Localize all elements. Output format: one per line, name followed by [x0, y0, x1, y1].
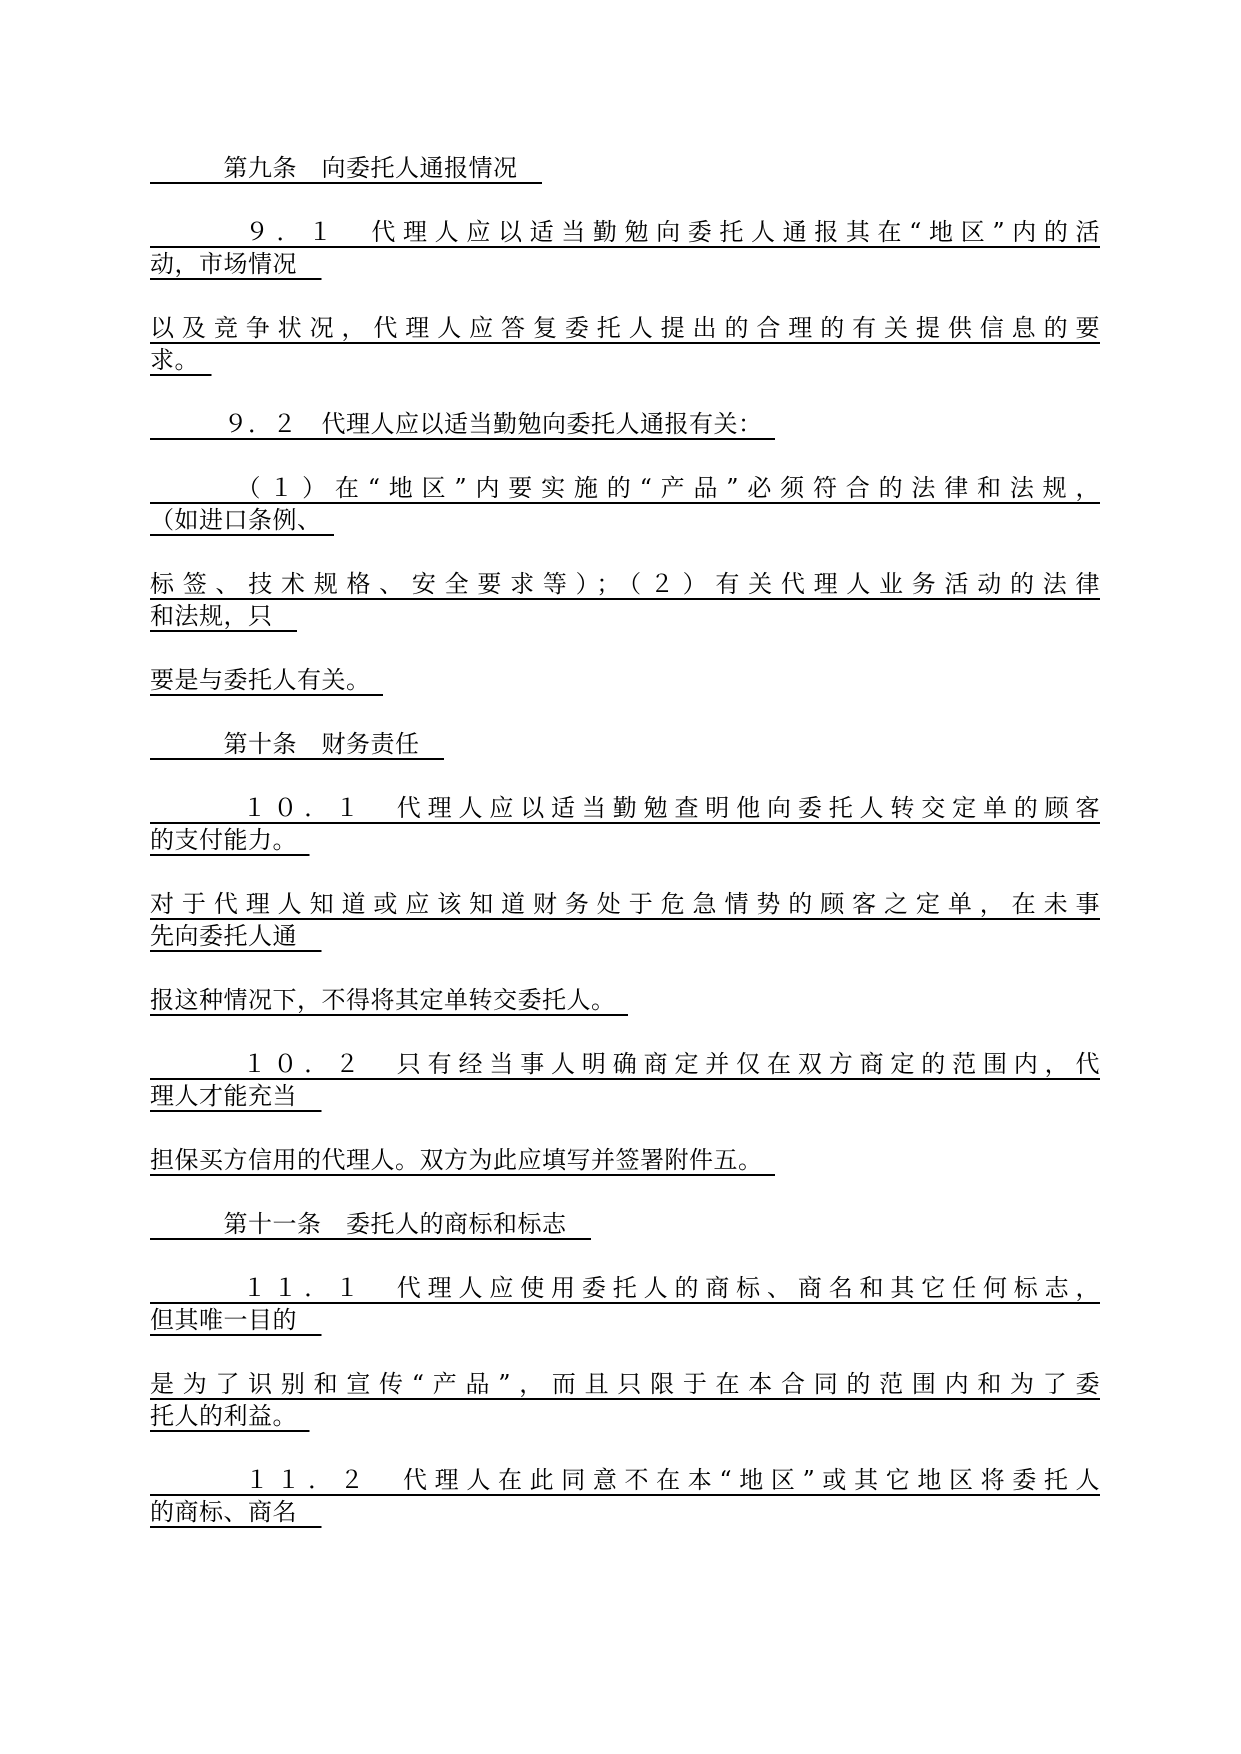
clause-11-1-line-2: 但其唯一目的	[150, 1306, 322, 1334]
clause-9-1-line-2: 动，市场情况	[150, 250, 322, 278]
clause-9-2-line-5: 和法规，只	[150, 602, 297, 630]
clause-9-2-line-6: 要是与委托人有关。	[150, 666, 383, 694]
article-11-heading: 第十一条 委托人的商标和标志	[150, 1210, 591, 1238]
clause-10-2-line-3: 担保买方信用的代理人。双方为此应填写并签署附件五。	[150, 1146, 775, 1174]
clause-9-2-line-4: 标签、技术规格、安全要求等）；（２）有关代理人业务活动的法律	[150, 570, 1100, 598]
article-9-heading: 第九条 向委托人通报情况	[150, 154, 542, 182]
clause-11-2-line-1: １１．２ 代理人在此同意不在本“地区”或其它地区将委托人	[150, 1466, 1100, 1494]
clause-10-1-line-3: 对于代理人知道或应该知道财务处于危急情势的顾客之定单，在未事	[150, 890, 1100, 918]
article-10-heading: 第十条 财务责任	[150, 730, 444, 758]
clause-9-1-line-4: 求。	[150, 346, 212, 374]
clause-10-2-line-2: 理人才能充当	[150, 1082, 322, 1110]
clause-9-2-line-2: （１）在“地区”内要实施的“产品”必须符合的法律和法规，	[150, 474, 1100, 502]
clause-9-1-line-3: 以及竞争状况，代理人应答复委托人提出的合理的有关提供信息的要	[150, 314, 1100, 342]
clause-10-1-line-2: 的支付能力。	[150, 826, 310, 854]
clause-9-2-line-3: （如进口条例、	[150, 506, 334, 534]
clause-10-1-line-1: １０．１ 代理人应以适当勤勉查明他向委托人转交定单的顾客	[150, 794, 1100, 822]
clause-10-1-line-4: 先向委托人通	[150, 922, 322, 950]
clause-9-1-line-1: ９．１ 代理人应以适当勤勉向委托人通报其在“地区”内的活	[150, 218, 1100, 246]
clause-10-2-line-1: １０．２ 只有经当事人明确商定并仅在双方商定的范围内，代	[150, 1050, 1100, 1078]
clause-11-1-line-3: 是为了识别和宣传“产品”，而且只限于在本合同的范围内和为了委	[150, 1370, 1100, 1398]
clause-11-1-line-1: １１．１ 代理人应使用委托人的商标、商名和其它任何标志，	[150, 1274, 1100, 1302]
clause-10-1-line-5: 报这种情况下，不得将其定单转交委托人。	[150, 986, 628, 1014]
clause-11-1-line-4: 托人的利益。	[150, 1402, 310, 1430]
clause-11-2-line-2: 的商标、商名	[150, 1498, 322, 1526]
clause-9-2-line-1: ９．２ 代理人应以适当勤勉向委托人通报有关：	[150, 410, 775, 438]
